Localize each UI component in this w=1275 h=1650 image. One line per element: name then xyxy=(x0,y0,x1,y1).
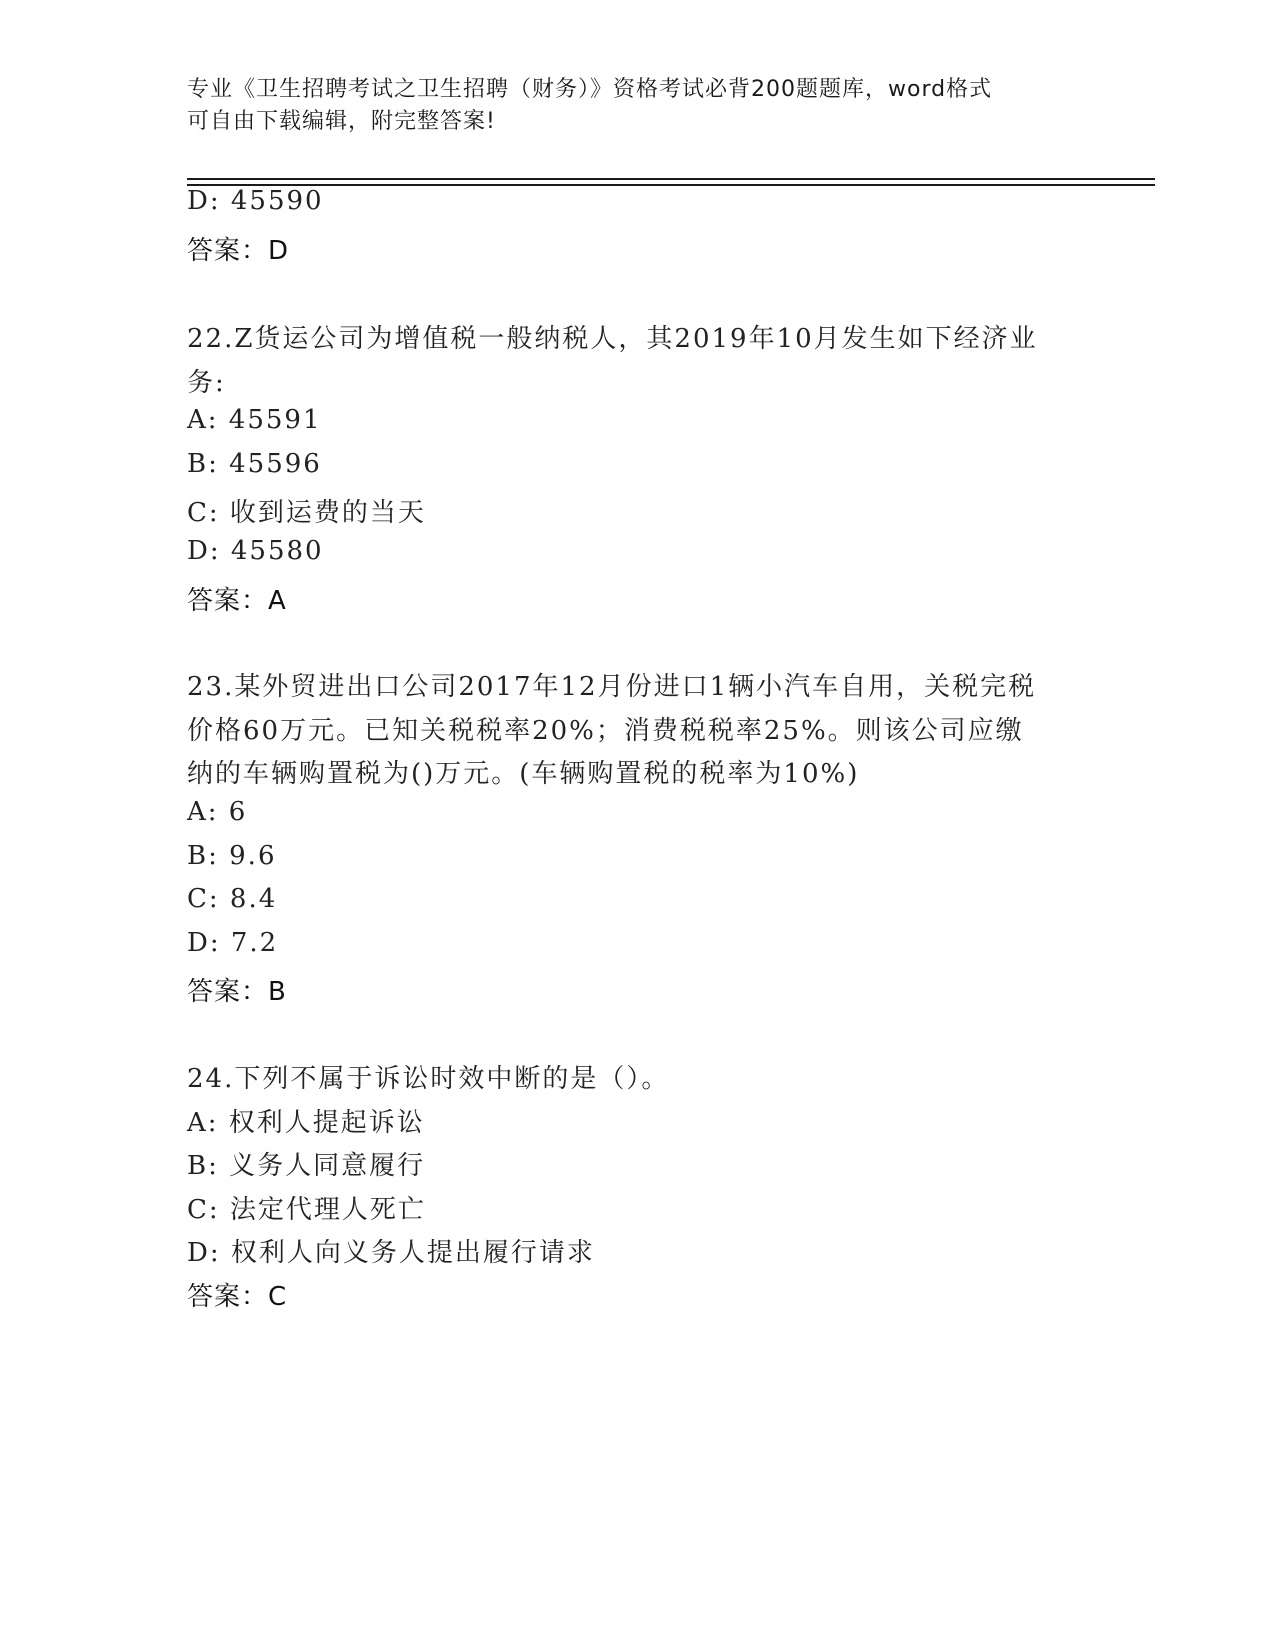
q23-stem-line-3: 纳的车辆购置税为()万元。(车辆购置税的税率为10%) xyxy=(187,759,860,789)
q24-option-c: C: 法定代理人死亡 xyxy=(187,1195,426,1225)
q23-stem-line-1: 23.某外贸进出口公司2017年12月份进口1辆小汽车自用，关税完税 xyxy=(187,672,1037,702)
q24-option-a: A: 权利人提起诉讼 xyxy=(187,1108,425,1138)
q24-answer: 答案：C xyxy=(187,1282,288,1312)
prev-option-d: D: 45590 xyxy=(187,186,324,216)
header-line-1: 专业《卫生招聘考试之卫生招聘（财务）》资格考试必背200题题库，word格式 xyxy=(187,77,993,102)
q22-option-b: B: 45596 xyxy=(187,449,322,479)
q22-stem-line-1: 22.Z货运公司为增值税一般纳税人，其2019年10月发生如下经济业 xyxy=(187,324,1038,354)
q23-option-a: A: 6 xyxy=(187,797,248,827)
document-header xyxy=(187,74,1087,138)
q22-answer: 答案：A xyxy=(187,586,287,616)
header-line-2: 可自由下载编辑，附完整答案! xyxy=(187,109,496,134)
q24-option-b: B: 义务人同意履行 xyxy=(187,1151,426,1181)
q24-stem-line-1: 24.下列不属于诉讼时效中断的是（）。 xyxy=(187,1064,670,1094)
header-divider-bottom xyxy=(187,184,1155,186)
q23-option-c: C: 8.4 xyxy=(187,884,278,914)
q23-option-d: D: 7.2 xyxy=(187,928,279,958)
q22-option-d: D: 45580 xyxy=(187,536,324,566)
prev-answer: 答案：D xyxy=(187,236,290,266)
q24-option-d: D: 权利人向义务人提出履行请求 xyxy=(187,1238,595,1268)
q22-option-c: C: 收到运费的当天 xyxy=(187,498,426,528)
q22-stem-line-2: 务: xyxy=(187,368,226,398)
q23-answer: 答案：B xyxy=(187,977,287,1007)
q23-stem-line-2: 价格60万元。已知关税税率20%；消费税税率25%。则该公司应缴 xyxy=(187,716,1024,746)
header-divider-top xyxy=(187,178,1155,180)
q23-option-b: B: 9.6 xyxy=(187,841,277,871)
q22-option-a: A: 45591 xyxy=(187,405,322,435)
